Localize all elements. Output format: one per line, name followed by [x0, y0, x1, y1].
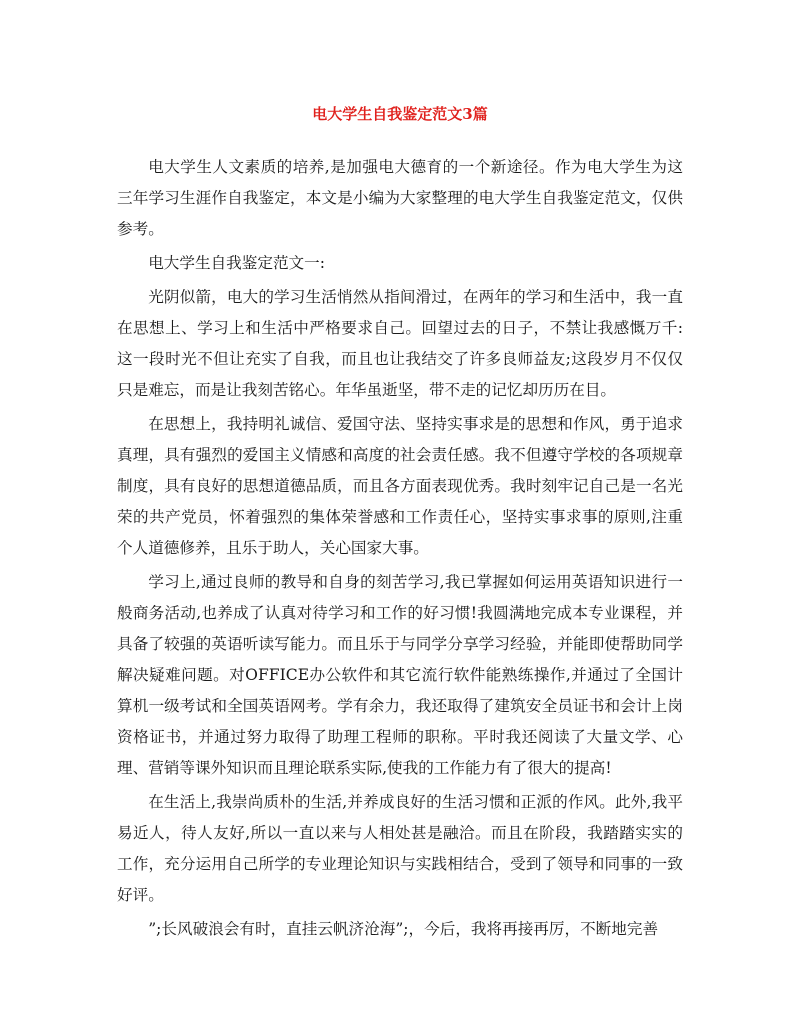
paragraph-study: 学习上,通过良师的教导和自身的刻苦学习,我已掌握如何运用英语知识进行一般商务活动,也养成了认真对待学习和工作的好习惯!我圆满地完成本专业课程，并具备了较强的英语听读写能力。而且乐于与同学分享学习经验，并能即使帮助同学解决疑难问题。对OFFICE办公软件和其它流行软件能熟练操作,并通过了全国计算机一级考试和全国英语网考。学有余力，我还取得了建筑安全员证书和会计上岗资格证书，并通过努力取得了助理工程师的职称。平时我还阅读了大量文学、心理、营销等课外知识而且理论联系实际,使我的工作能力有了很大的提高! [117, 573, 683, 777]
paragraph-heading-sample-one: 电大学生自我鉴定范文一: [148, 254, 325, 272]
paragraph-time: 光阴似箭，电大的学习生活悄然从指间滑过，在两年的学习和生活中，我一直在思想上、学习上和生活中严格要求自己。回望过去的日子，不禁让我感慨万千:这一段时光不但让充实了自我，而且也让我结交了许多良师益友;这段岁月不仅仅只是难忘，而是让我刻苦铭心。年华虽逝坚，带不走的记忆却历历在目。 [117, 288, 683, 399]
paragraph-thought: 在思想上，我持明礼诚信、爱国守法、坚持实事求是的思想和作风，勇于追求真理，具有强烈的爱国主义情感和高度的社会责任感。我不但遵守学校的各项规章制度，具有良好的思想道德品质，而且各方面表现优秀。我时刻牢记自己是一名光荣的共产党员，怀着强烈的集体荣誉感和工作责任心，坚持实事求事的原则,注重个人道德修养，且乐于助人，关心国家大事。 [117, 415, 683, 557]
paragraph-closing: ”;长风破浪会有时，直挂云帆济沧海”;，今后，我将再接再厉，不断地完善 [148, 920, 659, 938]
paragraph-life: 在生活上,我崇尚质朴的生活,并养成良好的生活习惯和正派的作风。此外,我平易近人，待人友好,所以一直以来与人相处甚是融洽。而且在阶段，我踏踏实实的工作，充分运用自己所学的专业理论知识与实践相结合，受到了领导和同事的一致好评。 [117, 793, 683, 904]
document-title: 电大学生自我鉴定范文3篇 [312, 105, 488, 123]
paragraph-intro: 电大学生人文素质的培养,是加强电大德育的一个新途径。作为电大学生为这三年学习生涯作自我鉴定，本文是小编为大家整理的电大学生自我鉴定范文，仅供参考。 [117, 158, 683, 238]
document-body [117, 152, 683, 948]
